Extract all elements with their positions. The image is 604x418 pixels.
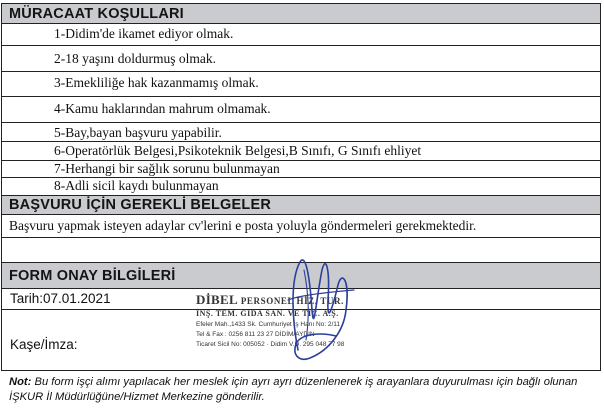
- approval-title: FORM ONAY BİLGİLERİ: [9, 268, 176, 284]
- condition-item: 1-Didim'de ikamet ediyor olmak.: [54, 26, 234, 41]
- stamp-address: Efeler Mah.,1433 Sk. Cumhuriyet İş Hanı No: 2/11: [196, 321, 341, 328]
- condition-item: 5-Bay,bayan başvuru yapabilir.: [54, 125, 222, 140]
- condition-row: [1, 71, 601, 97]
- condition-item: 8-Adli sicil kaydı bulunmayan: [54, 178, 219, 193]
- condition-item: 2-18 yaşını doldurmuş olmak.: [54, 51, 216, 66]
- date-label: Tarih:07.01.2021: [10, 291, 111, 306]
- condition-item: 3-Emekliliğe hak kazanmamış olmak.: [54, 75, 259, 90]
- condition-row: [1, 177, 601, 196]
- note-text: Bu form işçi alımı yapılacak her meslek için ayrı ayrı düzenlenerek iş arayanlara duyurulması için bağlı olunan İŞKUR İl Müdürlüğüne/Hizmet Merkezine gönderilir.: [9, 376, 578, 403]
- condition-item: 6-Operatörlük Belgesi,Psikoteknik Belgesi,B Sınıfı, G Sınıfı ehliyet: [54, 143, 422, 158]
- signature-image: [270, 240, 370, 370]
- stamp-registry: Ticaret Sicil No: 005052 · Didim V.D. 295 048 77 98: [196, 341, 345, 348]
- condition-row: [1, 122, 601, 142]
- condition-row: [1, 96, 601, 123]
- condition-row: [1, 141, 601, 161]
- condition-row: [1, 23, 601, 46]
- stamp-subtitle: İNŞ. TEM. GIDA SAN. VE TİC. A.Ş.: [196, 309, 339, 318]
- stamp-label: Kaşe/İmza:: [10, 337, 78, 352]
- footer-note: [9, 375, 601, 405]
- documents-header: [1, 195, 601, 215]
- condition-item: 4-Kamu haklarından mahrum olmamak.: [54, 101, 271, 116]
- documents-text: Başvuru yapmak isteyen adaylar cv'lerini e posta yoluyla göndermeleri gerekmektedir.: [9, 218, 477, 233]
- stamp-company: DİBEL PERSONEL HİZ. TUR.: [196, 292, 344, 307]
- documents-row: [1, 214, 601, 238]
- documents-title: BAŞVURU İÇİN GEREKLİ BELGELER: [9, 197, 271, 213]
- note-label: Not:: [9, 376, 32, 388]
- stamp-phone: Tel & Fax : 0256 811 23 27 DİDİM/AYDIN: [196, 331, 315, 338]
- conditions-title: MÜRACAAT KOŞULLARI: [9, 6, 184, 22]
- condition-row: [1, 45, 601, 72]
- condition-row: [1, 160, 601, 178]
- conditions-header: [1, 3, 601, 24]
- condition-item: 7-Herhangi bir sağlık sorunu bulunmayan: [54, 161, 280, 176]
